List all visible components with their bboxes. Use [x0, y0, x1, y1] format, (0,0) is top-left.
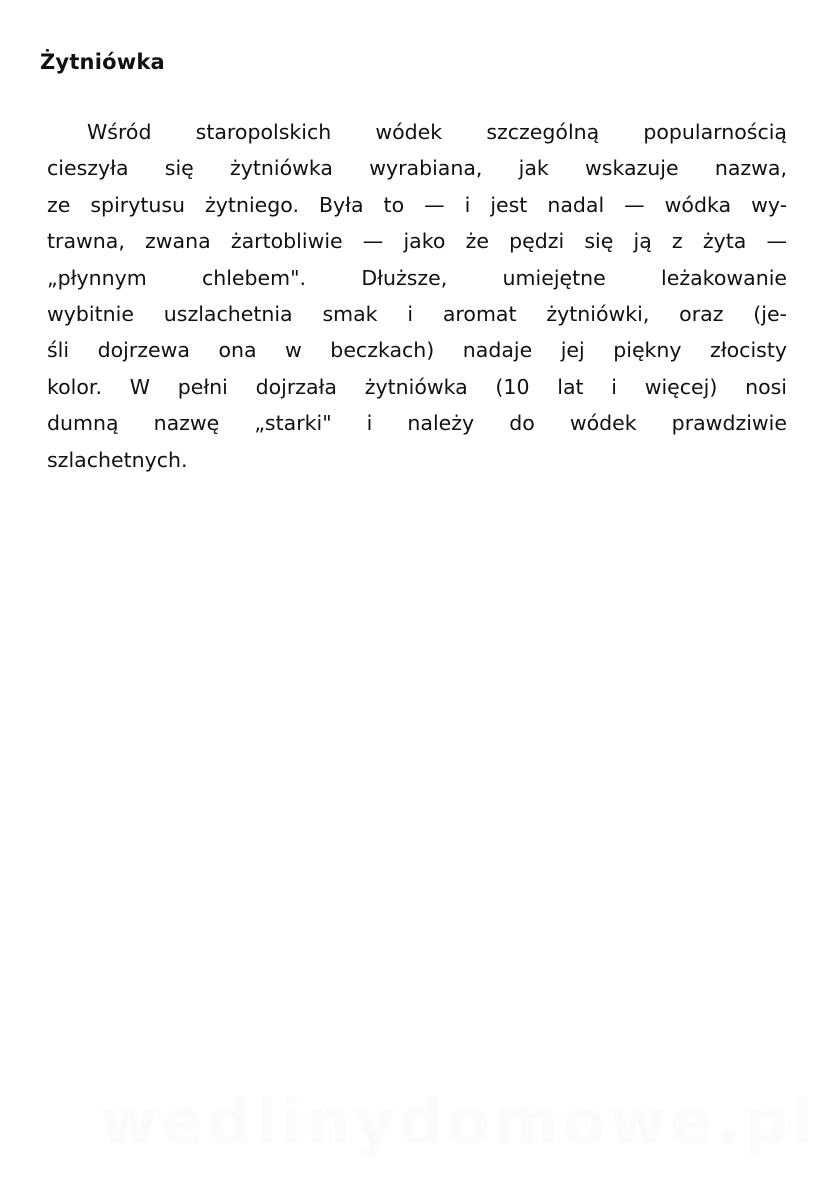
paragraph-line: cieszyła się żytniówka wyrabiana, jak wskazuje nazwa, [47, 156, 787, 181]
page-title: Żytniówka [40, 50, 165, 74]
paragraph-line: śli dojrzewa ona w beczkach) nadaje jej piękny złocisty [47, 338, 787, 363]
paragraph-line: dumną nazwę „starki" i należy do wódek prawdziwie [47, 411, 787, 436]
paragraph-line: „płynnym chlebem". Dłuższe, umiejętne leżakowanie [47, 265, 787, 290]
paragraph-line: trawna, zwana żartobliwie — jako że pędzi się ją z żyta — [47, 229, 787, 254]
paragraph-line: kolor. W pełni dojrzała żytniówka (10 lat i więcej) nosi [47, 374, 787, 399]
body-paragraph [47, 114, 787, 478]
paragraph-line: szlachetnych. [47, 447, 188, 472]
watermark: wedlinydomowe.pl [100, 1085, 818, 1158]
paragraph-line: ze spirytusu żytniego. Była to — i jest nadal — wódka wy- [47, 192, 787, 217]
paragraph-line: Wśród staropolskich wódek szczególną popularnością [87, 120, 787, 144]
paragraph-line: wybitnie uszlachetnia smak i aromat żytniówki, oraz (je- [47, 301, 787, 326]
